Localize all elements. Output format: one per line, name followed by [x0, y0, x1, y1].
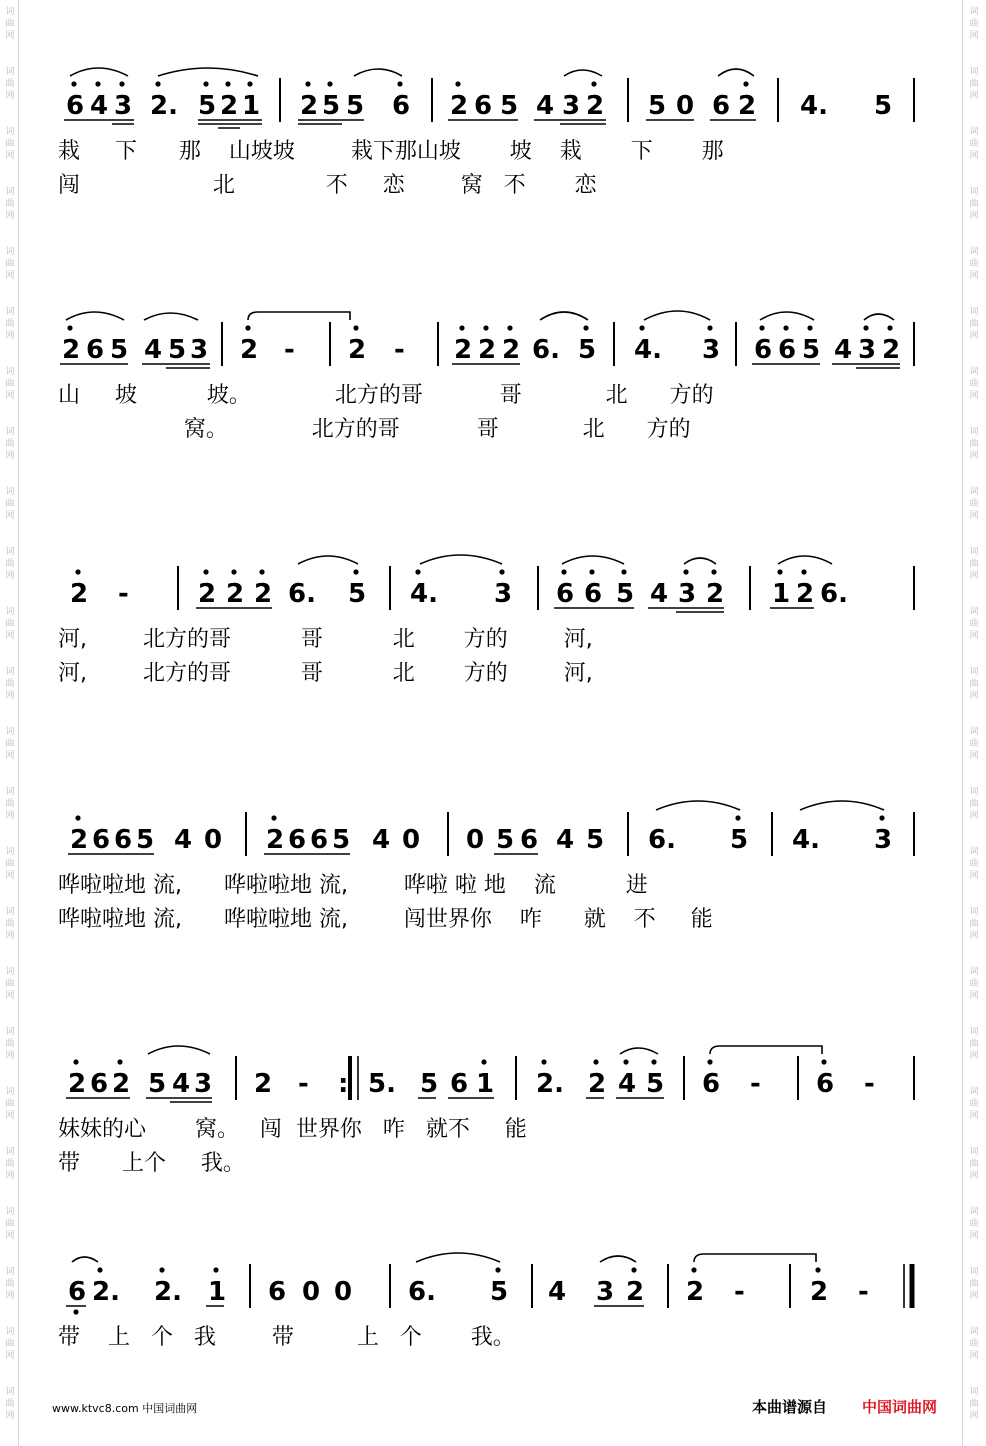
watermark-glyph: 词 曲 网	[969, 667, 979, 701]
note: 1	[242, 91, 261, 121]
left-watermark	[2, 0, 18, 1446]
watermark-glyph: 词 曲 网	[5, 307, 15, 341]
note: -	[864, 1069, 875, 1099]
lyric-line-1: 带 上 个 我 带 上 个 我。	[58, 1325, 515, 1350]
watermark-glyph: 词 曲 网	[969, 907, 979, 941]
note: 4	[172, 1069, 191, 1099]
lyric-line-1: 哗啦啦地 流, 哗啦啦地 流, 哗啦 啦 地 流 进	[58, 873, 648, 898]
staff-row-5	[58, 1040, 918, 1120]
note: -	[298, 1069, 309, 1099]
note: 4	[618, 1069, 637, 1099]
note: 2	[586, 91, 605, 121]
note: 2	[254, 579, 273, 609]
note: 3	[190, 335, 209, 365]
watermark-glyph: 词 曲 网	[5, 727, 15, 761]
note: 2	[882, 335, 901, 365]
watermark-glyph: 词 曲 网	[5, 127, 15, 161]
note: 2	[68, 1069, 87, 1099]
right-watermark	[966, 0, 982, 1446]
right-margin-rule	[962, 0, 963, 1446]
row-1-notes	[66, 78, 914, 122]
lyric-line-2: 河, 北方的哥 哥 北 方的 河,	[58, 661, 593, 686]
watermark-glyph: 词 曲 网	[5, 7, 15, 41]
watermark-glyph: 词 曲 网	[969, 787, 979, 821]
note: 5	[420, 1069, 439, 1099]
note: 6	[92, 825, 111, 855]
note: 6	[66, 91, 85, 121]
note: 6	[556, 579, 575, 609]
note: 2	[226, 579, 245, 609]
note: 6.	[820, 579, 848, 609]
left-margin-rule	[18, 0, 19, 1446]
note: 6	[754, 335, 773, 365]
repeat-sign: :	[338, 1069, 349, 1099]
lyric-line-1: 山 坡 坡。 北方的哥 哥 北 方的	[58, 383, 714, 408]
note: 2	[112, 1069, 131, 1099]
note: 6	[114, 825, 133, 855]
note: 2	[626, 1277, 645, 1307]
note: -	[284, 335, 295, 365]
note: 5	[332, 825, 351, 855]
watermark-glyph: 词 曲 网	[5, 1027, 15, 1061]
note: 5	[802, 335, 821, 365]
watermark-glyph: 词 曲 网	[5, 1147, 15, 1181]
note: 4.	[410, 579, 438, 609]
note: 5	[168, 335, 187, 365]
watermark-glyph: 词 曲 网	[5, 67, 15, 101]
note: 5	[578, 335, 597, 365]
note: 5	[346, 91, 365, 121]
note: 6	[778, 335, 797, 365]
note: 5	[730, 825, 749, 855]
watermark-glyph: 词 曲 网	[5, 187, 15, 221]
note: -	[858, 1277, 869, 1307]
note: 2.	[154, 1277, 182, 1307]
note: 5	[646, 1069, 665, 1099]
note: 2	[810, 1277, 829, 1307]
watermark-glyph: 词 曲 网	[969, 1027, 979, 1061]
note: 4	[536, 91, 555, 121]
watermark-glyph: 词 曲 网	[969, 607, 979, 641]
note: 2.	[150, 91, 178, 121]
note: 2	[686, 1277, 705, 1307]
watermark-glyph: 词 曲 网	[5, 1387, 15, 1421]
note: 6.	[532, 335, 560, 365]
watermark-glyph: 词 曲 网	[969, 7, 979, 41]
note: 2	[254, 1069, 273, 1099]
lyric-line-1: 妹妹的心 窝。 闯 世界你 咋 就不 能	[58, 1117, 527, 1142]
note: 5	[616, 579, 635, 609]
watermark-glyph: 词 曲 网	[969, 487, 979, 521]
note: 3	[874, 825, 893, 855]
note: 6	[392, 91, 411, 121]
note: 3	[194, 1069, 213, 1099]
watermark-glyph: 词 曲 网	[5, 367, 15, 401]
note: 2	[796, 579, 815, 609]
note: 5	[586, 825, 605, 855]
watermark-glyph: 词 曲 网	[5, 487, 15, 521]
note: -	[750, 1069, 761, 1099]
note: 0	[402, 825, 421, 855]
note: 5	[648, 91, 667, 121]
note: 6	[310, 825, 329, 855]
note: 6	[288, 825, 307, 855]
note: 2	[62, 335, 81, 365]
lyric-line-2: 哗啦啦地 流, 哗啦啦地 流, 闯世界你 咋 就 不 能	[58, 907, 713, 932]
staff-row-3	[58, 550, 918, 630]
note: -	[734, 1277, 745, 1307]
footer-site-link[interactable]: www.ktvc8.com 中国词曲网	[52, 1402, 198, 1415]
note: 0	[204, 825, 223, 855]
note: 6.	[288, 579, 316, 609]
note: 6	[68, 1277, 87, 1307]
staff-row-1	[58, 62, 918, 142]
lyric-line-2: 闯 北 不 恋 窝 不 恋	[58, 173, 597, 198]
note: -	[118, 579, 129, 609]
watermark-glyph: 词 曲 网	[5, 1327, 15, 1361]
watermark-glyph: 词 曲 网	[969, 1207, 979, 1241]
watermark-glyph: 词 曲 网	[969, 1087, 979, 1121]
watermark-glyph: 词 曲 网	[5, 967, 15, 1001]
note: 4	[834, 335, 853, 365]
note: 6	[474, 91, 493, 121]
note: 2	[502, 335, 521, 365]
note: 4	[372, 825, 391, 855]
watermark-glyph: 词 曲 网	[969, 1267, 979, 1301]
note: 2	[70, 579, 89, 609]
note: 6	[712, 91, 731, 121]
watermark-glyph: 词 曲 网	[969, 67, 979, 101]
note: 5	[496, 825, 515, 855]
watermark-glyph: 词 曲 网	[5, 607, 15, 641]
note: 6	[702, 1069, 721, 1099]
note: 6	[584, 579, 603, 609]
note: 6	[450, 1069, 469, 1099]
watermark-glyph: 词 曲 网	[969, 547, 979, 581]
note: 3	[562, 91, 581, 121]
note: 6	[90, 1069, 109, 1099]
watermark-glyph: 词 曲 网	[969, 187, 979, 221]
note: 0	[334, 1277, 353, 1307]
note: 4	[144, 335, 163, 365]
note: 6	[520, 825, 539, 855]
note: 6	[86, 335, 105, 365]
note: 1	[476, 1069, 495, 1099]
note: 4.	[634, 335, 662, 365]
note: 4	[90, 91, 109, 121]
note: 2	[300, 91, 319, 121]
watermark-glyph: 词 曲 网	[5, 1087, 15, 1121]
note: 1	[772, 579, 791, 609]
note: 2	[588, 1069, 607, 1099]
note: 6.	[408, 1277, 436, 1307]
note: 3	[494, 579, 513, 609]
note: 5	[500, 91, 519, 121]
footer-source-label: 本曲谱源自	[752, 1398, 828, 1416]
watermark-glyph: 词 曲 网	[5, 247, 15, 281]
lyric-line-2: 带 上个 我。	[58, 1151, 245, 1176]
note: 5	[136, 825, 155, 855]
watermark-glyph: 词 曲 网	[969, 1387, 979, 1421]
note: 2	[454, 335, 473, 365]
staff-row-4	[58, 796, 918, 876]
note: 2	[70, 825, 89, 855]
note: 4	[548, 1277, 567, 1307]
note: 5.	[368, 1069, 396, 1099]
note: 3	[858, 335, 877, 365]
note: 2	[240, 335, 259, 365]
note: 3	[596, 1277, 615, 1307]
note: 3	[114, 91, 133, 121]
watermark-glyph: 词 曲 网	[5, 427, 15, 461]
note: 1	[208, 1277, 227, 1307]
watermark-glyph: 词 曲 网	[969, 367, 979, 401]
watermark-glyph: 词 曲 网	[969, 967, 979, 1001]
lyric-line-1: 栽 下 那 山坡坡 栽下那山坡 坡 栽 下 那	[58, 139, 724, 164]
note: 4.	[800, 91, 828, 121]
watermark-glyph: 词 曲 网	[5, 1267, 15, 1301]
note: 5	[348, 579, 367, 609]
watermark-glyph: 词 曲 网	[969, 1327, 979, 1361]
note: 5	[322, 91, 341, 121]
note: 2	[266, 825, 285, 855]
note: 4	[650, 579, 669, 609]
note: 5	[490, 1277, 509, 1307]
note: 4	[174, 825, 193, 855]
footer-source-site[interactable]: 中国词曲网	[862, 1398, 938, 1416]
watermark-glyph: 词 曲 网	[969, 247, 979, 281]
watermark-glyph: 词 曲 网	[969, 847, 979, 881]
note: 3	[702, 335, 721, 365]
note: -	[394, 335, 405, 365]
note: 5	[198, 91, 217, 121]
watermark-glyph: 词 曲 网	[5, 847, 15, 881]
watermark-glyph: 词 曲 网	[969, 727, 979, 761]
watermark-glyph: 词 曲 网	[969, 427, 979, 461]
lyric-line-2: 窝。 北方的哥 哥 北 方的	[58, 417, 691, 442]
note: 2	[738, 91, 757, 121]
staff-row-2	[58, 306, 918, 386]
watermark-glyph: 词 曲 网	[5, 787, 15, 821]
note: 2	[198, 579, 217, 609]
note: 4.	[792, 825, 820, 855]
note: 2	[706, 579, 725, 609]
note: 5	[110, 335, 129, 365]
watermark-glyph: 词 曲 网	[5, 667, 15, 701]
note: 2	[348, 335, 367, 365]
note: 6.	[648, 825, 676, 855]
note: 6	[268, 1277, 287, 1307]
watermark-glyph: 词 曲 网	[5, 907, 15, 941]
watermark-glyph: 词 曲 网	[5, 547, 15, 581]
staff-row-6	[58, 1248, 918, 1328]
note: 4	[556, 825, 575, 855]
watermark-glyph: 词 曲 网	[5, 1207, 15, 1241]
note: 2.	[536, 1069, 564, 1099]
note: 2	[220, 91, 239, 121]
watermark-glyph: 词 曲 网	[969, 1147, 979, 1181]
note: 5	[874, 91, 893, 121]
lyric-line-1: 河, 北方的哥 哥 北 方的 河,	[58, 627, 593, 652]
watermark-glyph: 词 曲 网	[969, 127, 979, 161]
note: 2.	[92, 1277, 120, 1307]
note: 0	[676, 91, 695, 121]
note: 2	[478, 335, 497, 365]
watermark-glyph: 词 曲 网	[969, 307, 979, 341]
note: 0	[302, 1277, 321, 1307]
note: 0	[466, 825, 485, 855]
note: 3	[678, 579, 697, 609]
note: 5	[148, 1069, 167, 1099]
note: 2	[450, 91, 469, 121]
note: 6	[816, 1069, 835, 1099]
